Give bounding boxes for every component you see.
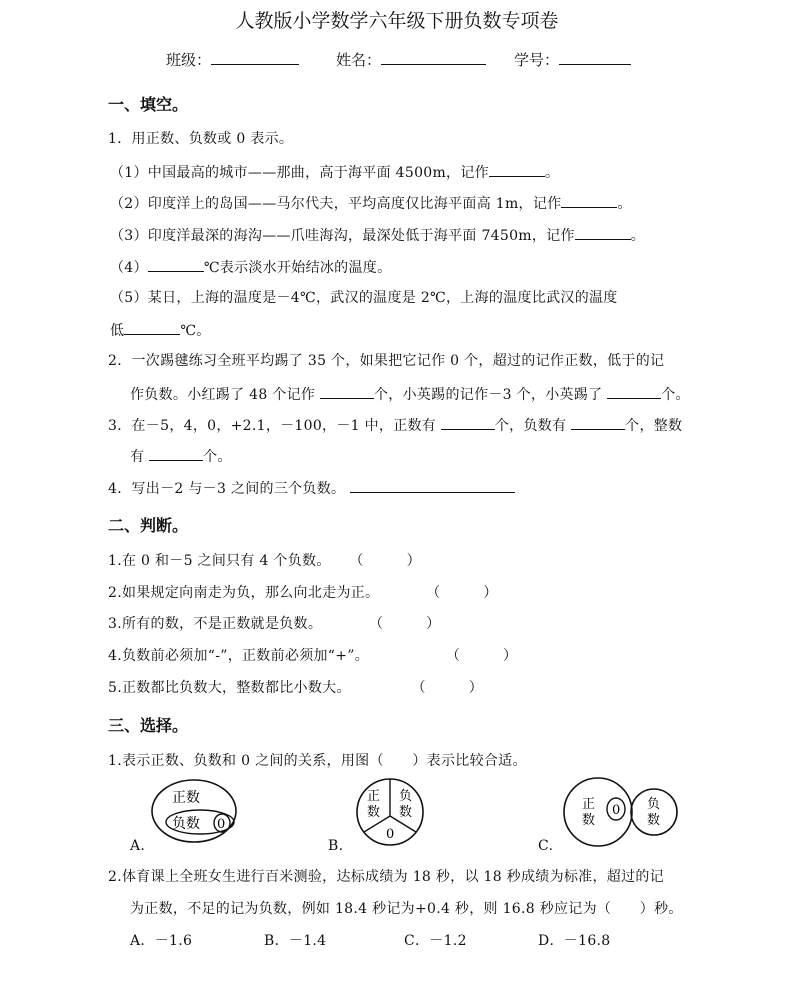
id-field bbox=[514, 48, 631, 70]
class-field bbox=[166, 48, 299, 70]
judge-item bbox=[108, 645, 517, 665]
section-fill-heading: 一、填空。 bbox=[108, 95, 189, 114]
answer-parentheses[interactable]: （ ） bbox=[349, 553, 421, 569]
answer-blank[interactable] bbox=[441, 413, 495, 430]
period: 。 bbox=[630, 228, 646, 244]
question-text: （3）印度洋最深的海沟——爪哇海沟，最深处低于海平面 7450m，记作 bbox=[110, 228, 575, 244]
option-b-figure[interactable] bbox=[354, 776, 426, 848]
answer-blank[interactable] bbox=[148, 255, 204, 272]
option-a-figure[interactable] bbox=[150, 778, 240, 844]
negative-label: 负数 bbox=[172, 816, 200, 832]
choice-question-2-cont: 为正数，不足的记为负数，例如 18.4 秒记为+0.4 秒，则 16.8 秒应记为（ ）秒。 bbox=[130, 901, 683, 917]
fill-question-2-cont bbox=[130, 382, 690, 404]
fill-question-3 bbox=[108, 413, 682, 435]
fill-question-1: 1．用正数、负数或 0 表示。 bbox=[108, 131, 294, 147]
answer-parentheses[interactable]: （ ） bbox=[426, 585, 498, 601]
positive-label: 正 bbox=[582, 797, 596, 812]
answer-blank[interactable] bbox=[575, 223, 631, 240]
answer-option-d[interactable]: D．－16.8 bbox=[538, 933, 611, 949]
zero-label: 0 bbox=[386, 827, 395, 842]
answer-blank[interactable] bbox=[124, 318, 180, 335]
id-label: 学号： bbox=[514, 51, 560, 69]
question-text: 作负数。小红踢了 48 个记作 bbox=[130, 387, 316, 403]
option-b-label[interactable]: B. bbox=[328, 838, 344, 854]
name-label: 姓名： bbox=[336, 51, 382, 69]
judge-text: 5.正数都比负数大，整数都比小数大。 bbox=[108, 680, 351, 696]
question-text: （2）印度洋上的岛国——马尔代夫，平均高度仅比海平面高 1m，记作 bbox=[110, 196, 562, 212]
positive-label: 正 bbox=[367, 789, 381, 804]
question-text: 个。 bbox=[203, 449, 232, 465]
answer-blank[interactable] bbox=[561, 191, 617, 208]
id-blank[interactable] bbox=[559, 48, 631, 65]
question-text: 个，负数有 bbox=[494, 418, 567, 434]
option-c-figure[interactable] bbox=[562, 776, 702, 848]
fill-question-1-1 bbox=[110, 160, 559, 182]
question-text: 4．写出－2 与－3 之间的三个负数。 bbox=[108, 481, 346, 497]
judge-item bbox=[108, 677, 483, 697]
zero-label: 0 bbox=[217, 817, 226, 832]
answer-blank[interactable] bbox=[320, 382, 374, 399]
section-choice-heading: 三、选择。 bbox=[108, 716, 189, 735]
answer-blank[interactable] bbox=[149, 444, 203, 461]
negative-label: 负 bbox=[399, 789, 413, 804]
answer-parentheses[interactable]: （ ） bbox=[368, 616, 441, 632]
negative-label: 数 bbox=[647, 813, 661, 828]
period: 。 bbox=[617, 196, 632, 212]
fill-question-1-2 bbox=[110, 191, 632, 213]
name-blank[interactable] bbox=[381, 48, 486, 65]
name-field bbox=[336, 48, 486, 70]
period: 。 bbox=[544, 165, 560, 181]
positive-label: 数 bbox=[582, 813, 596, 828]
question-text: ℃。 bbox=[180, 323, 211, 339]
answer-option-c[interactable]: C．－1.2 bbox=[404, 933, 467, 949]
fill-question-4 bbox=[108, 476, 515, 498]
fill-question-2: 2．一次踢毽练习全班平均踢了 35 个，如果把它记作 0 个，超过的记作正数，低于的记 bbox=[108, 353, 665, 369]
question-prefix: （4） bbox=[110, 260, 148, 276]
question-text: 3．在－5，4，0，+2.1，－100，－1 中，正数有 bbox=[108, 418, 437, 434]
answer-blank[interactable] bbox=[571, 413, 625, 430]
question-text: 个。 bbox=[661, 387, 690, 403]
answer-option-a[interactable]: A．－1.6 bbox=[130, 933, 193, 949]
answer-parentheses[interactable]: （ ） bbox=[411, 680, 484, 696]
answer-option-b[interactable]: B．－1.4 bbox=[264, 933, 327, 949]
section-judge-heading: 二、判断。 bbox=[108, 516, 189, 535]
question-text: 有 bbox=[130, 449, 145, 465]
question-text: 低 bbox=[110, 323, 125, 339]
positive-circle bbox=[564, 778, 632, 846]
judge-text: 3.所有的数，不是正数就是负数。 bbox=[108, 616, 323, 632]
positive-label: 数 bbox=[367, 805, 381, 820]
question-text: 个，小英踢的记作－3 个，小英踢了 bbox=[373, 387, 603, 403]
choice-question-1: 1.表示正数、负数和 0 之间的关系，用图（ ）表示比较合适。 bbox=[108, 753, 527, 769]
negative-circle bbox=[631, 789, 677, 835]
choice-question-2: 2.体育课上全班女生进行百米测验，达标成绩为 18 秒，以 18 秒成绩为标准，超过的记 bbox=[108, 869, 664, 885]
judge-item bbox=[108, 613, 440, 633]
judge-text: 4.负数前必须加“-”，正数前必须加“+”。 bbox=[108, 648, 370, 664]
question-text: 个，整数 bbox=[625, 418, 683, 434]
judge-text: 2.如果规定向南走为负，那么向北走为正。 bbox=[108, 585, 380, 601]
fill-question-1-5-cont bbox=[110, 318, 211, 340]
class-blank[interactable] bbox=[211, 48, 299, 65]
page-title: 人教版小学数学六年级下册负数专项卷 bbox=[235, 10, 559, 32]
fill-question-1-5: （5）某日，上海的温度是－4℃，武汉的温度是 2℃，上海的温度比武汉的温度 bbox=[110, 290, 618, 306]
answer-blank[interactable] bbox=[607, 382, 661, 399]
negative-label: 负 bbox=[647, 797, 661, 812]
question-text: （1）中国最高的城市——那曲，高于海平面 4500m，记作 bbox=[110, 165, 489, 181]
positive-label: 正数 bbox=[172, 790, 200, 806]
answer-parentheses[interactable]: （ ） bbox=[445, 648, 518, 664]
fill-question-3-cont bbox=[130, 444, 232, 466]
judge-text: 1.在 0 和－5 之间只有 4 个负数。 bbox=[108, 553, 331, 569]
answer-blank[interactable] bbox=[350, 476, 515, 493]
option-c-label[interactable]: C. bbox=[538, 838, 554, 854]
judge-item bbox=[108, 582, 498, 602]
negative-label: 数 bbox=[399, 805, 413, 820]
fill-question-1-4 bbox=[110, 255, 391, 277]
fill-question-1-3 bbox=[110, 223, 645, 245]
question-text: ℃表示淡水开始结冰的温度。 bbox=[203, 260, 392, 276]
class-label: 班级： bbox=[166, 51, 212, 69]
option-a-label[interactable]: A. bbox=[130, 838, 146, 854]
answer-blank[interactable] bbox=[489, 160, 545, 177]
zero-label: 0 bbox=[612, 803, 621, 818]
judge-item bbox=[108, 550, 421, 570]
